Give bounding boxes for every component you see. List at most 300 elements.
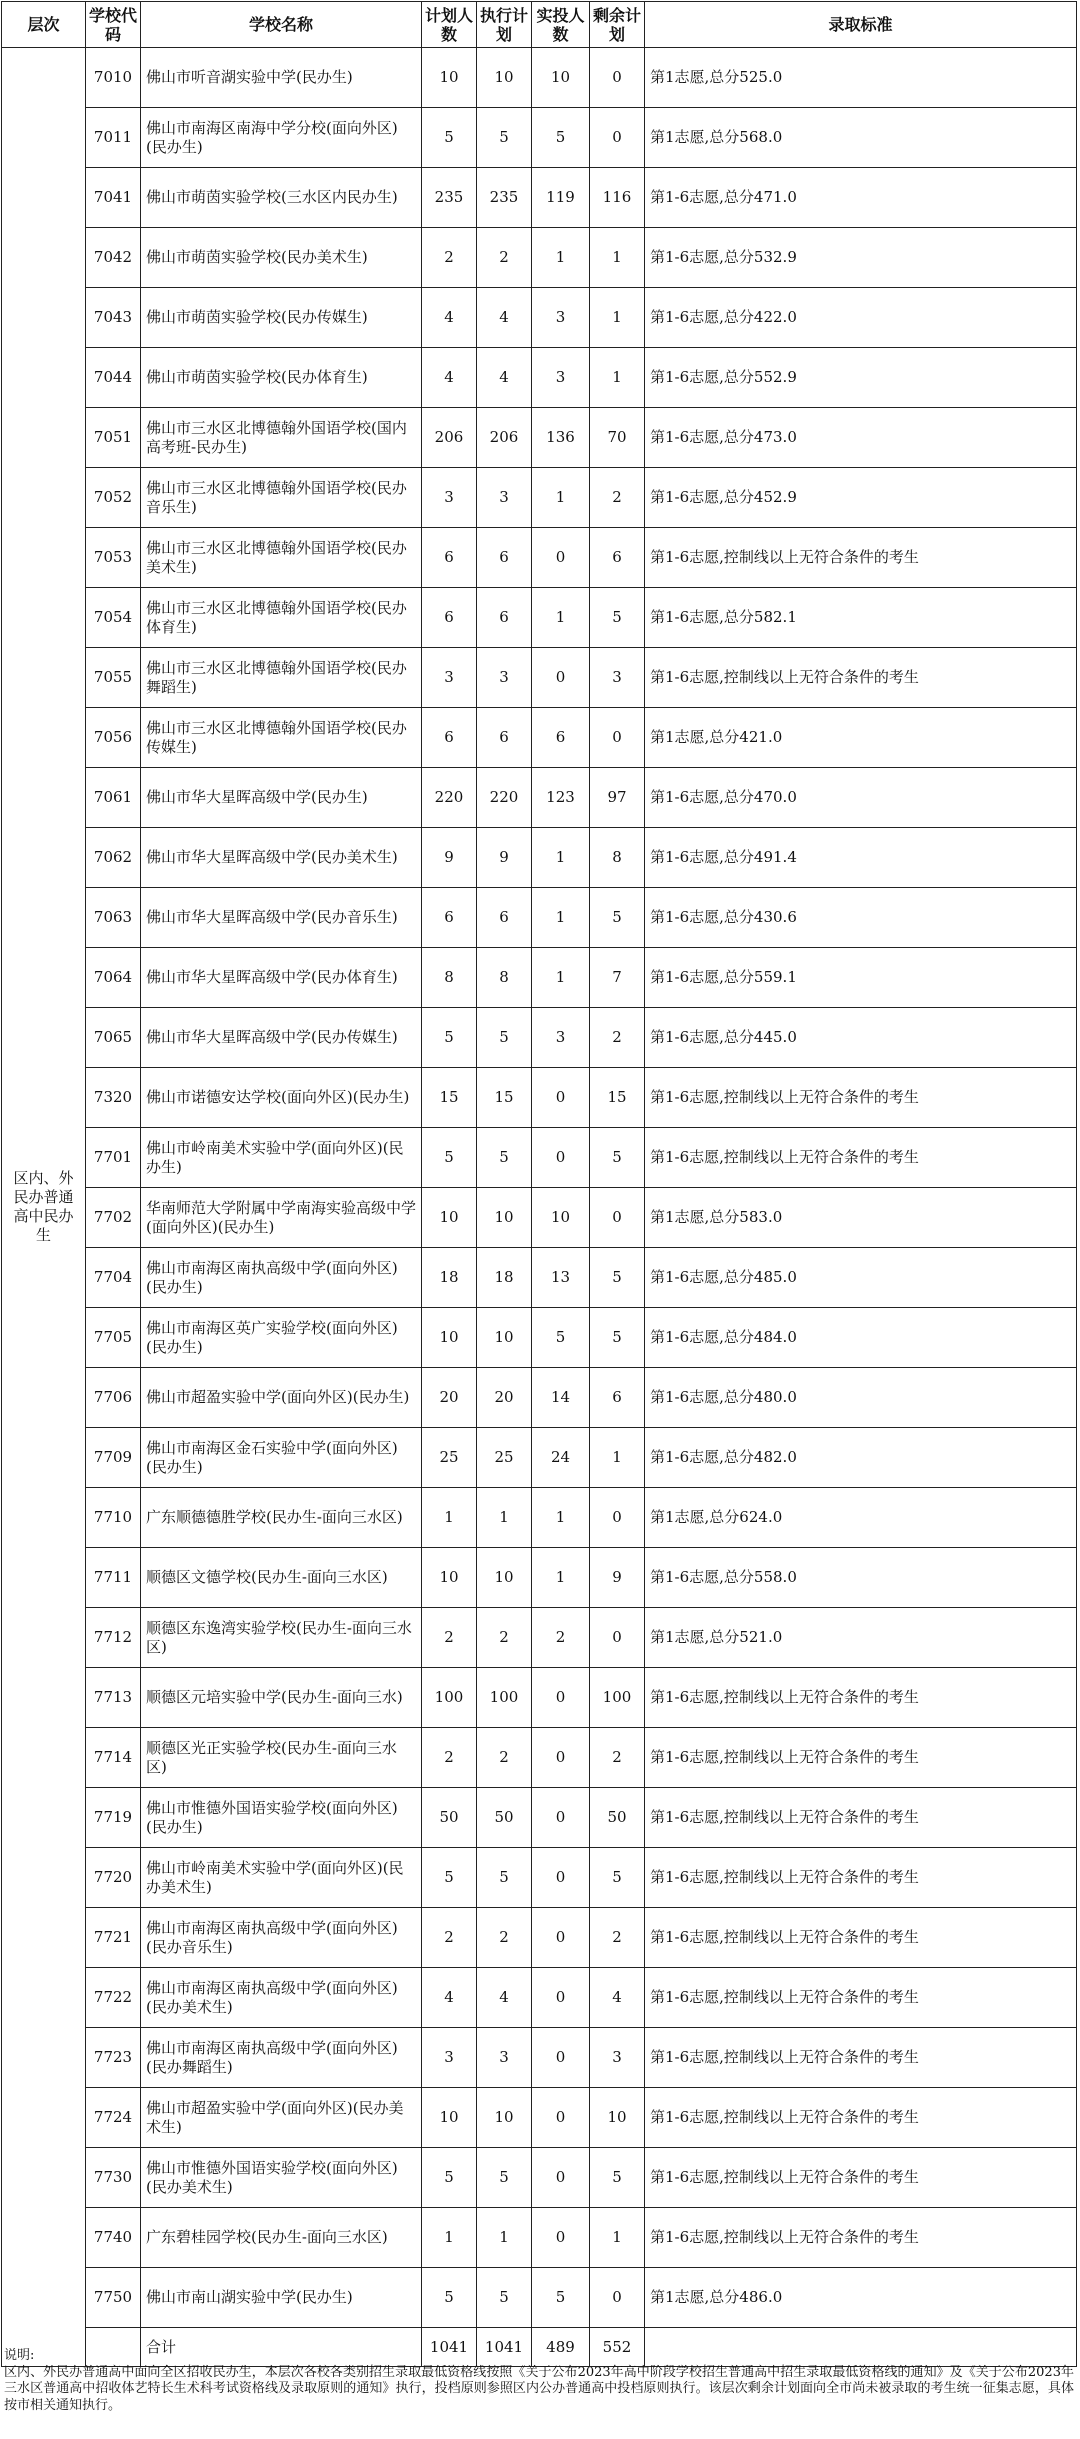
exec-plan-cell: 6 [477, 708, 532, 768]
table-row [2, 1128, 1077, 1188]
school-name-cell: 佛山市南海区南执高级中学(面向外区)(民办舞蹈生) [141, 2028, 422, 2088]
school-name-cell: 佛山市华大星晖高级中学(民办生) [141, 768, 422, 828]
school-name-cell: 佛山市惟德外国语实验学校(面向外区)(民办美术生) [141, 2148, 422, 2208]
school-name-cell: 佛山市听音湖实验中学(民办生) [141, 48, 422, 108]
level-cell: 区内、外民办普通高中民办生 [2, 48, 86, 2367]
table-row [2, 1368, 1077, 1428]
remaining-plan-cell: 1 [590, 348, 645, 408]
table-row [2, 1488, 1077, 1548]
school-code-cell: 7701 [86, 1128, 141, 1188]
admission-standard-cell: 第1-6志愿,控制线以上无符合条件的考生 [645, 1728, 1077, 1788]
plan-count-cell: 5 [422, 1128, 477, 1188]
header-exec-plan: 执行计划 [477, 2, 532, 48]
table-row [2, 1548, 1077, 1608]
school-code-cell: 7043 [86, 288, 141, 348]
plan-count-cell: 206 [422, 408, 477, 468]
table-row [2, 948, 1077, 1008]
header-level: 层次 [2, 2, 86, 48]
school-name-cell: 佛山市萌茵实验学校(民办体育生) [141, 348, 422, 408]
actual-count-cell: 0 [532, 648, 590, 708]
school-name-cell: 佛山市南海区金石实验中学(面向外区)(民办生) [141, 1428, 422, 1488]
admission-standard-cell: 第1-6志愿,总分471.0 [645, 168, 1077, 228]
admission-standard-cell: 第1-6志愿,总分445.0 [645, 1008, 1077, 1068]
actual-count-cell: 3 [532, 288, 590, 348]
notes-title: 说明: [4, 2348, 35, 2363]
plan-count-cell: 4 [422, 1968, 477, 2028]
school-code-cell: 7711 [86, 1548, 141, 1608]
school-code-cell: 7709 [86, 1428, 141, 1488]
remaining-plan-cell: 0 [590, 48, 645, 108]
remaining-plan-cell: 2 [590, 1908, 645, 1968]
admission-standard-cell: 第1-6志愿,总分470.0 [645, 768, 1077, 828]
actual-count-cell: 24 [532, 1428, 590, 1488]
table-row [2, 2268, 1077, 2328]
remaining-plan-cell: 5 [590, 1848, 645, 1908]
school-code-cell: 7720 [86, 1848, 141, 1908]
remaining-plan-cell: 10 [590, 2088, 645, 2148]
table-row [2, 1848, 1077, 1908]
total-exec: 1041 [477, 2328, 532, 2367]
plan-count-cell: 25 [422, 1428, 477, 1488]
school-code-cell: 7011 [86, 108, 141, 168]
total-remain: 552 [590, 2328, 645, 2367]
table-row [2, 2028, 1077, 2088]
exec-plan-cell: 5 [477, 2268, 532, 2328]
school-name-cell: 佛山市萌茵实验学校(民办传媒生) [141, 288, 422, 348]
table-row [2, 588, 1077, 648]
actual-count-cell: 0 [532, 1668, 590, 1728]
plan-count-cell: 10 [422, 1308, 477, 1368]
plan-count-cell: 10 [422, 1548, 477, 1608]
table-header-row [2, 2, 1077, 48]
school-name-cell: 顺德区光正实验学校(民办生-面向三水区) [141, 1728, 422, 1788]
admission-standard-cell: 第1志愿,总分525.0 [645, 48, 1077, 108]
school-code-cell: 7724 [86, 2088, 141, 2148]
school-code-cell: 7722 [86, 1968, 141, 2028]
school-name-cell: 佛山市三水区北博德翰外国语学校(国内高考班-民办生) [141, 408, 422, 468]
remaining-plan-cell: 116 [590, 168, 645, 228]
plan-count-cell: 5 [422, 2148, 477, 2208]
school-code-cell: 7719 [86, 1788, 141, 1848]
table-row [2, 708, 1077, 768]
exec-plan-cell: 235 [477, 168, 532, 228]
total-label: 合计 [141, 2328, 422, 2367]
school-code-cell: 7010 [86, 48, 141, 108]
exec-plan-cell: 10 [477, 2088, 532, 2148]
plan-count-cell: 2 [422, 1608, 477, 1668]
exec-plan-cell: 100 [477, 1668, 532, 1728]
admission-standard-cell: 第1-6志愿,控制线以上无符合条件的考生 [645, 1848, 1077, 1908]
actual-count-cell: 1 [532, 468, 590, 528]
exec-plan-cell: 18 [477, 1248, 532, 1308]
exec-plan-cell: 9 [477, 828, 532, 888]
admission-standard-cell: 第1-6志愿,控制线以上无符合条件的考生 [645, 2088, 1077, 2148]
table-row [2, 888, 1077, 948]
notes-body: 区内、外民办普通高中面向全区招收民办生，本层次各校各类别招生录取最低资格线按照《关于公布2023年高中阶段学校招生普通高中招生录取最低资格线的通知》及《关于公布2023年三水区普通高中招收体艺特长生术科考试资格线及录取原则的通知》执行，投档原则参照区内公办普通高中投档原则执行。该层次剩余计划面向全市尚未被录取的考生统一征集志愿，具体按市相关通知执行。 [4, 2364, 1074, 2413]
header-actual-count: 实投人数 [532, 2, 590, 48]
plan-count-cell: 5 [422, 2268, 477, 2328]
admission-standard-cell: 第1志愿,总分624.0 [645, 1488, 1077, 1548]
admission-standard-cell: 第1-6志愿,总分482.0 [645, 1428, 1077, 1488]
school-code-cell: 7730 [86, 2148, 141, 2208]
actual-count-cell: 1 [532, 228, 590, 288]
remaining-plan-cell: 1 [590, 288, 645, 348]
actual-count-cell: 13 [532, 1248, 590, 1308]
remaining-plan-cell: 7 [590, 948, 645, 1008]
plan-count-cell: 3 [422, 468, 477, 528]
remaining-plan-cell: 3 [590, 648, 645, 708]
table-row [2, 2148, 1077, 2208]
school-code-cell: 7714 [86, 1728, 141, 1788]
remaining-plan-cell: 9 [590, 1548, 645, 1608]
table-row [2, 168, 1077, 228]
plan-count-cell: 2 [422, 1728, 477, 1788]
actual-count-cell: 119 [532, 168, 590, 228]
total-actual: 489 [532, 2328, 590, 2367]
admission-standard-cell: 第1-6志愿,总分473.0 [645, 408, 1077, 468]
remaining-plan-cell: 1 [590, 228, 645, 288]
remaining-plan-cell: 2 [590, 1008, 645, 1068]
remaining-plan-cell: 70 [590, 408, 645, 468]
school-name-cell: 佛山市南海区南执高级中学(面向外区)(民办生) [141, 1248, 422, 1308]
actual-count-cell: 136 [532, 408, 590, 468]
remaining-plan-cell: 100 [590, 1668, 645, 1728]
school-name-cell: 广东碧桂园学校(民办生-面向三水区) [141, 2208, 422, 2268]
admission-standard-cell: 第1-6志愿,总分422.0 [645, 288, 1077, 348]
exec-plan-cell: 5 [477, 1848, 532, 1908]
actual-count-cell: 5 [532, 1308, 590, 1368]
notes-section [4, 2348, 1074, 2414]
admission-standard-cell: 第1志愿,总分486.0 [645, 2268, 1077, 2328]
exec-plan-cell: 3 [477, 2028, 532, 2088]
plan-count-cell: 8 [422, 948, 477, 1008]
exec-plan-cell: 5 [477, 108, 532, 168]
school-code-cell: 7320 [86, 1068, 141, 1128]
plan-count-cell: 3 [422, 2028, 477, 2088]
exec-plan-cell: 3 [477, 648, 532, 708]
plan-count-cell: 5 [422, 108, 477, 168]
remaining-plan-cell: 5 [590, 2148, 645, 2208]
school-code-cell: 7713 [86, 1668, 141, 1728]
actual-count-cell: 0 [532, 2028, 590, 2088]
exec-plan-cell: 15 [477, 1068, 532, 1128]
table-row [2, 1248, 1077, 1308]
school-name-cell: 佛山市南海区南海中学分校(面向外区)(民办生) [141, 108, 422, 168]
remaining-plan-cell: 4 [590, 1968, 645, 2028]
admission-standard-cell: 第1-6志愿,控制线以上无符合条件的考生 [645, 648, 1077, 708]
admission-standard-cell: 第1志愿,总分421.0 [645, 708, 1077, 768]
exec-plan-cell: 6 [477, 588, 532, 648]
plan-count-cell: 2 [422, 1908, 477, 1968]
school-code-cell: 7702 [86, 1188, 141, 1248]
plan-count-cell: 10 [422, 48, 477, 108]
actual-count-cell: 1 [532, 1548, 590, 1608]
table-row [2, 228, 1077, 288]
table-row [2, 108, 1077, 168]
exec-plan-cell: 2 [477, 1908, 532, 1968]
exec-plan-cell: 10 [477, 48, 532, 108]
exec-plan-cell: 20 [477, 1368, 532, 1428]
school-code-cell: 7053 [86, 528, 141, 588]
actual-count-cell: 0 [532, 1728, 590, 1788]
school-code-cell: 7721 [86, 1908, 141, 1968]
admission-standard-cell: 第1-6志愿,控制线以上无符合条件的考生 [645, 1128, 1077, 1188]
exec-plan-cell: 6 [477, 888, 532, 948]
plan-count-cell: 4 [422, 348, 477, 408]
plan-count-cell: 5 [422, 1008, 477, 1068]
remaining-plan-cell: 2 [590, 1728, 645, 1788]
actual-count-cell: 10 [532, 1188, 590, 1248]
table-row [2, 1968, 1077, 2028]
header-remaining-plan: 剩余计划 [590, 2, 645, 48]
admission-standard-cell: 第1-6志愿,控制线以上无符合条件的考生 [645, 2148, 1077, 2208]
actual-count-cell: 1 [532, 888, 590, 948]
table-row [2, 1428, 1077, 1488]
school-name-cell: 佛山市三水区北博德翰外国语学校(民办美术生) [141, 528, 422, 588]
table-row [2, 468, 1077, 528]
remaining-plan-cell: 0 [590, 1488, 645, 1548]
remaining-plan-cell: 3 [590, 2028, 645, 2088]
actual-count-cell: 0 [532, 528, 590, 588]
actual-count-cell: 0 [532, 1788, 590, 1848]
school-name-cell: 顺德区元培实验中学(民办生-面向三水) [141, 1668, 422, 1728]
school-name-cell: 佛山市诺德安达学校(面向外区)(民办生) [141, 1068, 422, 1128]
plan-count-cell: 6 [422, 588, 477, 648]
admission-standard-cell: 第1-6志愿,总分582.1 [645, 588, 1077, 648]
school-code-cell: 7063 [86, 888, 141, 948]
actual-count-cell: 1 [532, 588, 590, 648]
table-row [2, 2208, 1077, 2268]
actual-count-cell: 0 [532, 2208, 590, 2268]
school-code-cell: 7054 [86, 588, 141, 648]
table-row [2, 1188, 1077, 1248]
admission-standard-cell: 第1-6志愿,控制线以上无符合条件的考生 [645, 1968, 1077, 2028]
school-name-cell: 佛山市南海区南执高级中学(面向外区)(民办美术生) [141, 1968, 422, 2028]
remaining-plan-cell: 50 [590, 1788, 645, 1848]
school-code-cell: 7056 [86, 708, 141, 768]
table-row [2, 828, 1077, 888]
school-code-cell: 7710 [86, 1488, 141, 1548]
plan-count-cell: 4 [422, 288, 477, 348]
table-body [2, 48, 1077, 2367]
table-row [2, 768, 1077, 828]
remaining-plan-cell: 0 [590, 708, 645, 768]
school-name-cell: 顺德区文德学校(民办生-面向三水区) [141, 1548, 422, 1608]
remaining-plan-cell: 5 [590, 888, 645, 948]
actual-count-cell: 14 [532, 1368, 590, 1428]
table-row [2, 1608, 1077, 1668]
plan-count-cell: 10 [422, 1188, 477, 1248]
school-name-cell: 佛山市华大星晖高级中学(民办美术生) [141, 828, 422, 888]
exec-plan-cell: 8 [477, 948, 532, 1008]
admission-standard-cell: 第1志愿,总分521.0 [645, 1608, 1077, 1668]
plan-count-cell: 9 [422, 828, 477, 888]
remaining-plan-cell: 5 [590, 1128, 645, 1188]
plan-count-cell: 2 [422, 228, 477, 288]
table-row [2, 408, 1077, 468]
school-code-cell: 7065 [86, 1008, 141, 1068]
admission-standard-cell: 第1-6志愿,控制线以上无符合条件的考生 [645, 1068, 1077, 1128]
school-name-cell: 佛山市三水区北博德翰外国语学校(民办体育生) [141, 588, 422, 648]
plan-count-cell: 235 [422, 168, 477, 228]
exec-plan-cell: 4 [477, 288, 532, 348]
admission-standard-cell: 第1志愿,总分568.0 [645, 108, 1077, 168]
table-row [2, 528, 1077, 588]
actual-count-cell: 0 [532, 1848, 590, 1908]
actual-count-cell: 10 [532, 48, 590, 108]
admission-standard-cell: 第1-6志愿,总分552.9 [645, 348, 1077, 408]
school-code-cell: 7705 [86, 1308, 141, 1368]
exec-plan-cell: 2 [477, 1608, 532, 1668]
plan-count-cell: 15 [422, 1068, 477, 1128]
remaining-plan-cell: 15 [590, 1068, 645, 1128]
admission-standard-cell: 第1-6志愿,控制线以上无符合条件的考生 [645, 528, 1077, 588]
plan-count-cell: 10 [422, 2088, 477, 2148]
plan-count-cell: 1 [422, 1488, 477, 1548]
school-name-cell: 佛山市萌茵实验学校(三水区内民办生) [141, 168, 422, 228]
school-code-cell: 7740 [86, 2208, 141, 2268]
exec-plan-cell: 220 [477, 768, 532, 828]
exec-plan-cell: 25 [477, 1428, 532, 1488]
exec-plan-cell: 4 [477, 348, 532, 408]
remaining-plan-cell: 8 [590, 828, 645, 888]
header-plan-count: 计划人数 [422, 2, 477, 48]
actual-count-cell: 0 [532, 2148, 590, 2208]
exec-plan-cell: 1 [477, 2208, 532, 2268]
school-code-cell: 7750 [86, 2268, 141, 2328]
header-admission-standard: 录取标准 [645, 2, 1077, 48]
actual-count-cell: 5 [532, 2268, 590, 2328]
remaining-plan-cell: 5 [590, 588, 645, 648]
table-row [2, 1008, 1077, 1068]
remaining-plan-cell: 5 [590, 1308, 645, 1368]
admission-table [1, 1, 1077, 2367]
exec-plan-cell: 3 [477, 468, 532, 528]
plan-count-cell: 6 [422, 528, 477, 588]
table-row [2, 1668, 1077, 1728]
table-row [2, 648, 1077, 708]
admission-standard-cell: 第1-6志愿,控制线以上无符合条件的考生 [645, 1668, 1077, 1728]
table-row [2, 1788, 1077, 1848]
exec-plan-cell: 5 [477, 2148, 532, 2208]
exec-plan-cell: 206 [477, 408, 532, 468]
remaining-plan-cell: 0 [590, 2268, 645, 2328]
actual-count-cell: 123 [532, 768, 590, 828]
school-name-cell: 佛山市惟德外国语实验学校(面向外区)(民办生) [141, 1788, 422, 1848]
admission-standard-cell: 第1-6志愿,总分480.0 [645, 1368, 1077, 1428]
admission-standard-cell: 第1-6志愿,控制线以上无符合条件的考生 [645, 1788, 1077, 1848]
plan-count-cell: 6 [422, 708, 477, 768]
school-code-cell: 7055 [86, 648, 141, 708]
exec-plan-cell: 50 [477, 1788, 532, 1848]
school-name-cell: 佛山市萌茵实验学校(民办美术生) [141, 228, 422, 288]
exec-plan-cell: 5 [477, 1008, 532, 1068]
actual-count-cell: 0 [532, 2088, 590, 2148]
school-name-cell: 佛山市岭南美术实验中学(面向外区)(民办生) [141, 1128, 422, 1188]
school-name-cell: 佛山市华大星晖高级中学(民办传媒生) [141, 1008, 422, 1068]
admission-standard-cell: 第1-6志愿,总分484.0 [645, 1308, 1077, 1368]
remaining-plan-cell: 97 [590, 768, 645, 828]
school-name-cell: 佛山市南海区南执高级中学(面向外区)(民办音乐生) [141, 1908, 422, 1968]
school-name-cell: 佛山市华大星晖高级中学(民办体育生) [141, 948, 422, 1008]
table-row [2, 1908, 1077, 1968]
table-row [2, 48, 1077, 108]
actual-count-cell: 1 [532, 948, 590, 1008]
school-name-cell: 华南师范大学附属中学南海实验高级中学(面向外区)(民办生) [141, 1188, 422, 1248]
header-school-code: 学校代码 [86, 2, 141, 48]
actual-count-cell: 0 [532, 1128, 590, 1188]
school-name-cell: 佛山市华大星晖高级中学(民办音乐生) [141, 888, 422, 948]
plan-count-cell: 6 [422, 888, 477, 948]
exec-plan-cell: 10 [477, 1548, 532, 1608]
school-code-cell: 7044 [86, 348, 141, 408]
school-code-cell: 7706 [86, 1368, 141, 1428]
exec-plan-cell: 2 [477, 228, 532, 288]
plan-count-cell: 100 [422, 1668, 477, 1728]
admission-standard-cell: 第1-6志愿,控制线以上无符合条件的考生 [645, 2208, 1077, 2268]
plan-count-cell: 20 [422, 1368, 477, 1428]
remaining-plan-cell: 1 [590, 1428, 645, 1488]
remaining-plan-cell: 0 [590, 108, 645, 168]
school-code-cell: 7704 [86, 1248, 141, 1308]
school-name-cell: 佛山市南山湖实验中学(民办生) [141, 2268, 422, 2328]
table-row [2, 1728, 1077, 1788]
header-school-name: 学校名称 [141, 2, 422, 48]
plan-count-cell: 50 [422, 1788, 477, 1848]
actual-count-cell: 3 [532, 348, 590, 408]
school-name-cell: 佛山市南海区英广实验学校(面向外区)(民办生) [141, 1308, 422, 1368]
exec-plan-cell: 2 [477, 1728, 532, 1788]
total-plan: 1041 [422, 2328, 477, 2367]
admission-standard-cell: 第1-6志愿,总分559.1 [645, 948, 1077, 1008]
table-row [2, 2088, 1077, 2148]
actual-count-cell: 5 [532, 108, 590, 168]
plan-count-cell: 18 [422, 1248, 477, 1308]
actual-count-cell: 2 [532, 1608, 590, 1668]
school-name-cell: 佛山市超盈实验中学(面向外区)(民办生) [141, 1368, 422, 1428]
exec-plan-cell: 10 [477, 1188, 532, 1248]
actual-count-cell: 0 [532, 1068, 590, 1128]
plan-count-cell: 3 [422, 648, 477, 708]
actual-count-cell: 0 [532, 1908, 590, 1968]
admission-standard-cell: 第1-6志愿,总分485.0 [645, 1248, 1077, 1308]
school-name-cell: 佛山市三水区北博德翰外国语学校(民办舞蹈生) [141, 648, 422, 708]
school-code-cell: 7041 [86, 168, 141, 228]
remaining-plan-cell: 1 [590, 2208, 645, 2268]
school-name-cell: 佛山市岭南美术实验中学(面向外区)(民办美术生) [141, 1848, 422, 1908]
school-name-cell: 佛山市三水区北博德翰外国语学校(民办传媒生) [141, 708, 422, 768]
remaining-plan-cell: 0 [590, 1608, 645, 1668]
school-code-cell: 7052 [86, 468, 141, 528]
admission-standard-cell: 第1-6志愿,控制线以上无符合条件的考生 [645, 1908, 1077, 1968]
school-code-cell: 7061 [86, 768, 141, 828]
remaining-plan-cell: 5 [590, 1248, 645, 1308]
admission-standard-cell: 第1志愿,总分583.0 [645, 1188, 1077, 1248]
school-name-cell: 广东顺德德胜学校(民办生-面向三水区) [141, 1488, 422, 1548]
plan-count-cell: 1 [422, 2208, 477, 2268]
school-code-cell: 7042 [86, 228, 141, 288]
admission-standard-cell: 第1-6志愿,控制线以上无符合条件的考生 [645, 2028, 1077, 2088]
actual-count-cell: 3 [532, 1008, 590, 1068]
exec-plan-cell: 6 [477, 528, 532, 588]
admission-standard-cell: 第1-6志愿,总分430.6 [645, 888, 1077, 948]
school-name-cell: 顺德区东逸湾实验学校(民办生-面向三水区) [141, 1608, 422, 1668]
actual-count-cell: 1 [532, 828, 590, 888]
table-row [2, 288, 1077, 348]
remaining-plan-cell: 0 [590, 1188, 645, 1248]
exec-plan-cell: 1 [477, 1488, 532, 1548]
remaining-plan-cell: 2 [590, 468, 645, 528]
